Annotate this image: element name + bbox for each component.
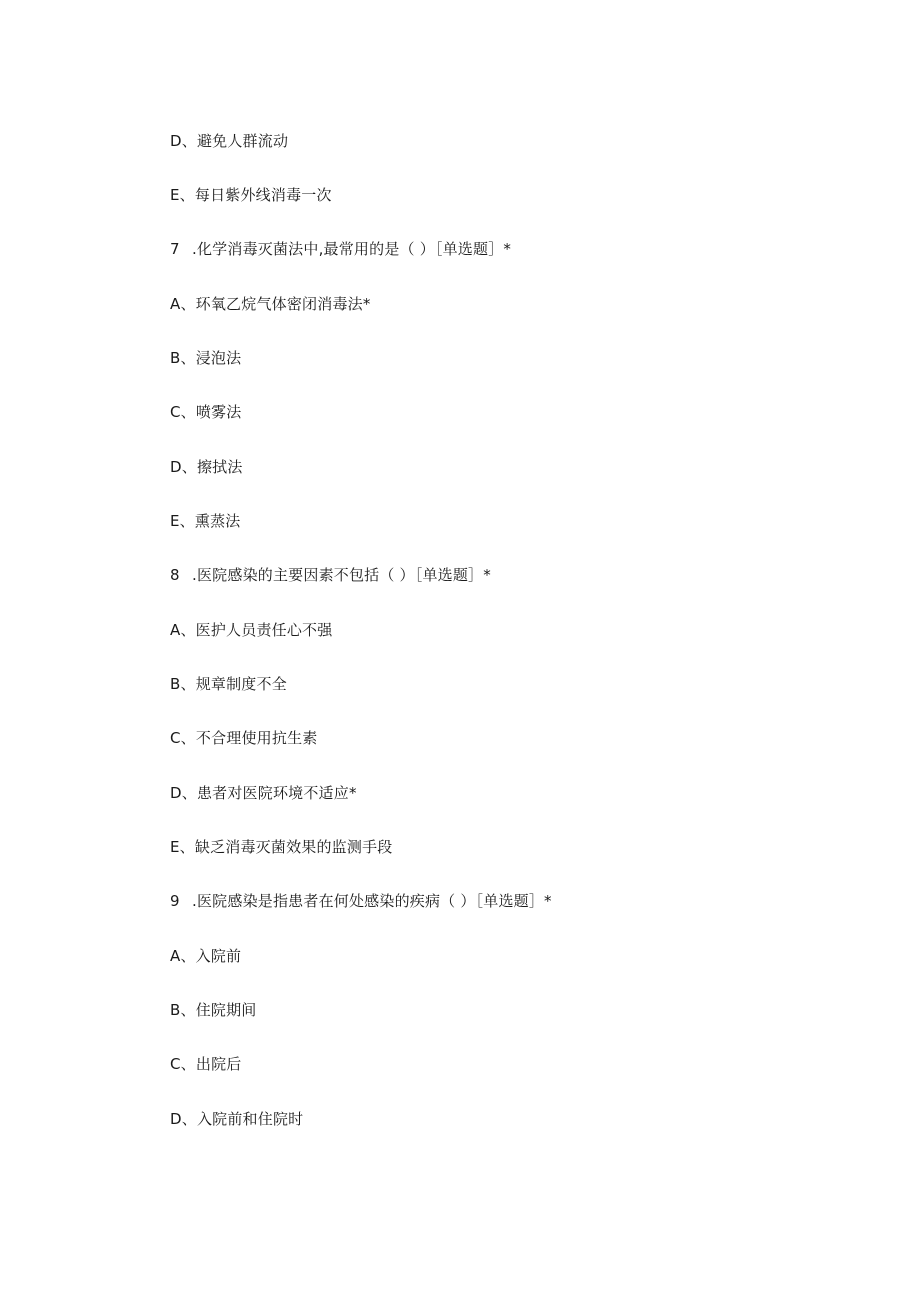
question-line [170,239,511,259]
option-line [170,1054,241,1074]
option-line [170,837,392,857]
option-line [170,674,287,694]
option-text: D、擦拭法 [170,458,243,476]
option-line [170,402,241,422]
option-line [170,131,288,151]
option-text: B、浸泡法 [170,349,242,367]
option-line [170,620,332,640]
option-text: C、喷雾法 [170,403,242,421]
question-text: .化学消毒灭菌法中,最常用的是（ ）［单选题］* [192,240,512,258]
option-line [170,294,371,314]
option-text: D、患者对医院环境不适应* [170,784,357,802]
option-text: E、缺乏消毒灭菌效果的监测手段 [170,838,393,856]
option-line [170,728,317,748]
option-text: C、不合理使用抗生素 [170,729,318,747]
option-text: C、出院后 [170,1055,242,1073]
option-text: A、环氧乙烷气体密闭消毒法* [170,295,371,313]
option-text: A、入院前 [170,947,242,965]
question-number: 7 [170,240,180,258]
option-text: E、熏蒸法 [170,512,241,530]
question-line [170,891,552,911]
option-line [170,511,240,531]
option-line [170,185,332,205]
option-line [170,946,241,966]
option-text: D、避免人群流动 [170,132,289,150]
option-line [170,783,357,803]
option-text: E、每日紫外线消毒一次 [170,186,332,204]
option-text: B、规章制度不全 [170,675,287,693]
option-text: A、医护人员责任心不强 [170,621,333,639]
option-text: B、住院期间 [170,1001,257,1019]
question-text: .医院感染是指患者在何处感染的疾病（ ）［单选题］* [192,892,552,910]
option-line [170,457,243,477]
question-number: 8 [170,566,180,584]
question-line [170,565,491,585]
option-text: D、入院前和住院时 [170,1110,304,1128]
option-line [170,348,241,368]
option-line [170,1109,303,1129]
option-line [170,1000,257,1020]
question-text: .医院感染的主要因素不包括（ ）［单选题］* [192,566,491,584]
question-number: 9 [170,892,180,910]
